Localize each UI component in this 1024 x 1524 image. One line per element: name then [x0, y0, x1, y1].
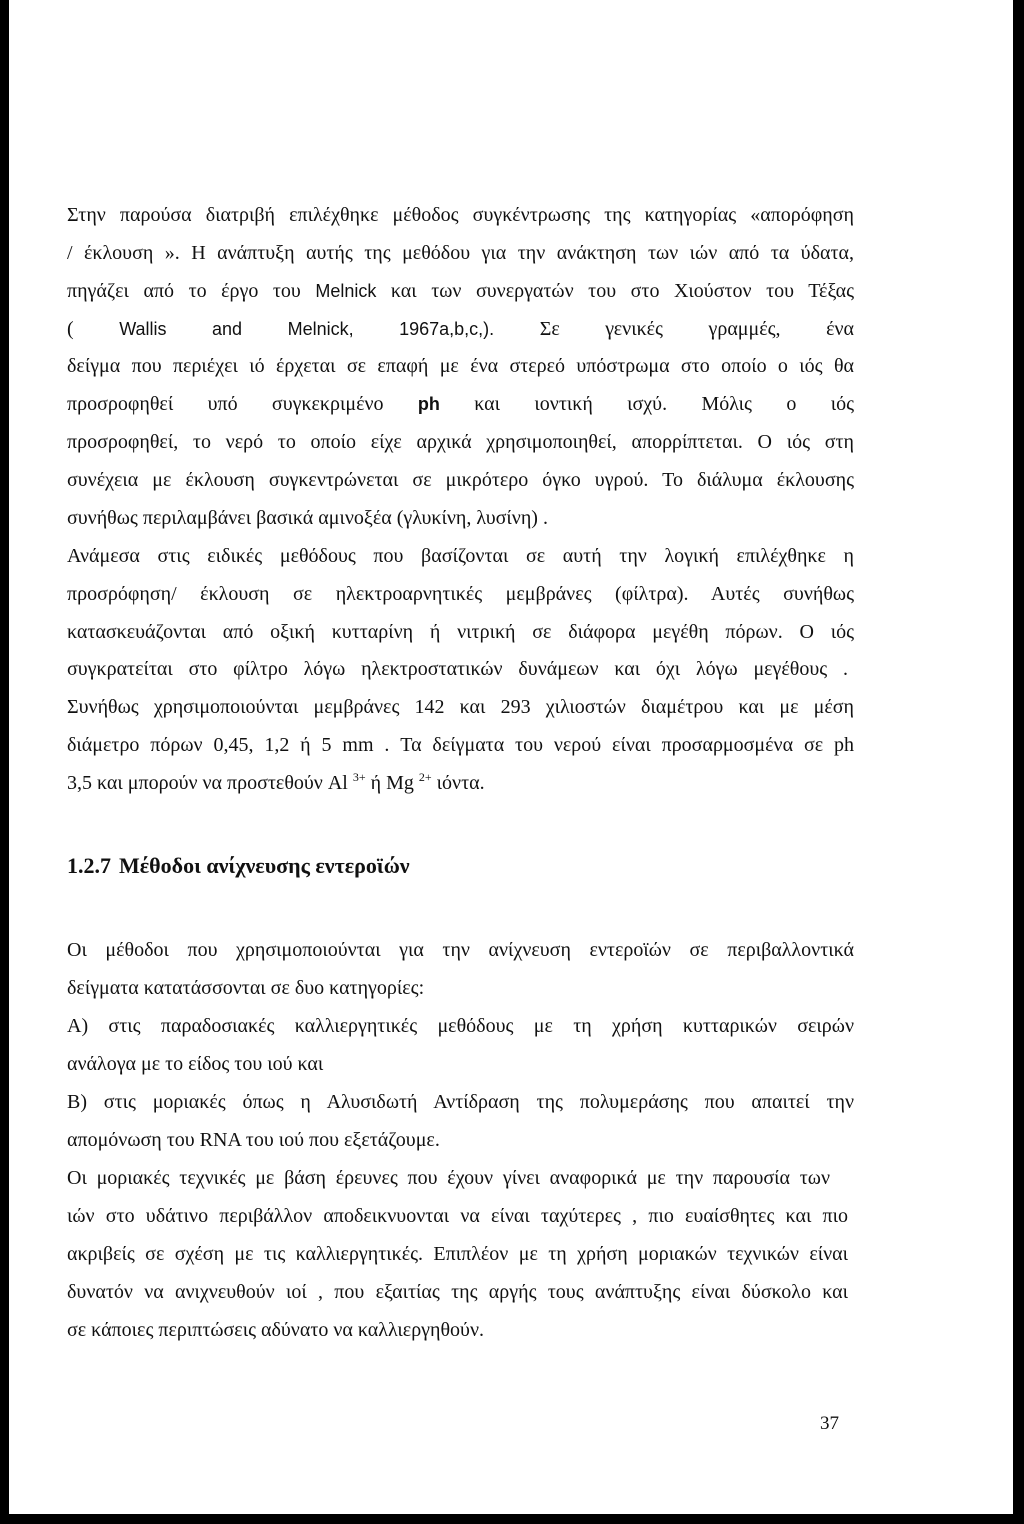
- text-line: Οι μοριακές τεχνικές με βάση έρευνες που έχουν γίνει αναφορικά με την παρουσία των: [67, 1167, 830, 1189]
- text-line: Οι μέθοδοι που χρησιμοποιούνται για την ανίχνευση εντεροϊών σε περιβαλλοντικά: [67, 939, 854, 961]
- text-line: συνέχεια με έκλουση συγκεντρώνεται σε μικρότερο όγκο υγρού. Το διάλυμα έκλουσης: [67, 469, 854, 491]
- section-heading: [67, 853, 410, 879]
- text-segment: 3,5 και μπορούν να προστεθούν Al: [67, 772, 353, 794]
- text-line: προσρόφηση/ έκλουση σε ηλεκτροαρνητικές μεμβράνες (φίλτρα). Αυτές συνήθως: [67, 583, 854, 605]
- text-line: σε κάποιες περιπτώσεις αδύνατο να καλλιεργηθούν.: [67, 1319, 484, 1341]
- ph-term: ph: [417, 394, 440, 414]
- superscript: 2+: [418, 770, 432, 784]
- text-line: δυνατόν να ανιχνευθούν ιοί , που εξαιτίας της αργής τους ανάπτυξης είναι δύσκολο και: [67, 1281, 848, 1303]
- text-line: Β) στις μοριακές όπως η Αλυσιδωτή Αντίδραση της πολυμεράσης που απαιτεί την: [67, 1091, 854, 1113]
- text-segment: πηγάζει από το έργο του: [67, 280, 316, 302]
- text-line: δείγμα που περιέχει ιό έρχεται σε επαφή με ένα στερεό υπόστρωμα στο οποίο ο ιός θα: [67, 355, 854, 377]
- citation: Wallis and Melnick, 1967a,b,c,).: [119, 319, 495, 339]
- text-line: προσροφηθεί, το νερό το οποίο είχε αρχικά χρησιμοποιηθεί, απορρίπτεται. Ο ιός στη: [67, 431, 854, 453]
- page-number: 37: [820, 1413, 839, 1434]
- text-line: Α) στις παραδοσιακές καλλιεργητικές μεθόδους με τη χρήση κυτταρικών σειρών: [67, 1015, 854, 1037]
- text-line: ανάλογα με το είδος του ιού και: [67, 1053, 324, 1075]
- text-line: διάμετρο πόρων 0,45, 1,2 ή 5 mm . Τα δείγματα του νερού είναι προσαρμοσμένα σε ph: [67, 734, 854, 756]
- text-line: Στην παρούσα διατριβή επιλέχθηκε μέθοδος συγκέντρωσης της κατηγορίας «απορόφηση: [67, 204, 854, 226]
- text-segment: ιόντα.: [431, 772, 485, 794]
- scan-border-right: [1013, 0, 1024, 1524]
- author-name: Melnick: [315, 281, 377, 301]
- text-segment: και των συνεργατών του στο Χιούστον του Τέξας: [376, 280, 855, 302]
- text-line: ακριβείς σε σχέση με τις καλλιεργητικές. Επιπλέον με τη χρήση μοριακών τεχνικών είναι: [67, 1243, 848, 1265]
- text-segment: προσροφηθεί υπό συγκεκριμένο: [67, 393, 418, 415]
- text-segment: και ιοντική ισχύ. Μόλις ο ιός: [439, 393, 855, 415]
- text-line: [67, 392, 854, 416]
- text-line: συνήθως περιλαμβάνει βασικά αμινοξέα (γλυκίνη, λυσίνη) .: [67, 507, 548, 529]
- text-segment: ή Mg: [365, 772, 419, 794]
- text-line: δείγματα κατατάσσονται σε δυο κατηγορίες:: [67, 977, 425, 999]
- section-title: Μέθοδοι ανίχνευσης εντεροϊών: [119, 853, 410, 878]
- text-segment: Σε γενικές γραμμές, ένα: [494, 318, 854, 340]
- text-line: συγκρατείται στο φίλτρο λόγω ηλεκτροστατικών δυνάμεων και όχι λόγω μεγέθους .: [67, 658, 848, 680]
- text-line: Ανάμεσα στις ειδικές μεθόδους που βασίζονται σε αυτή την λογική επιλέχθηκε η: [67, 545, 854, 567]
- text-line: ιών στο υδάτινο περιβάλλον αποδεικνυονται να είναι ταχύτερες , πιο ευαίσθητες και πιο: [67, 1205, 848, 1227]
- scan-border-left: [0, 0, 9, 1524]
- text-segment: (: [67, 318, 120, 340]
- text-line: [67, 279, 854, 303]
- superscript: 3+: [352, 770, 366, 784]
- section-number: 1.2.7: [67, 853, 111, 878]
- text-line: / έκλουση ». Η ανάπτυξη αυτής της μεθόδου για την ανάκτηση των ιών από τα ύδατα,: [67, 242, 854, 264]
- text-line: κατασκευάζονται από οξική κυτταρίνη ή νιτρική σε διάφορα μεγέθη πόρων. Ο ιός: [67, 621, 854, 643]
- text-line: [67, 771, 854, 795]
- scan-border-bottom: [0, 1514, 1024, 1524]
- text-line: [67, 317, 854, 341]
- text-line: Συνήθως χρησιμοποιούνται μεμβράνες 142 και 293 χιλιοστών διαμέτρου και με μέση: [67, 696, 854, 718]
- text-line: απομόνωση του RNA του ιού που εξετάζουμε.: [67, 1129, 440, 1151]
